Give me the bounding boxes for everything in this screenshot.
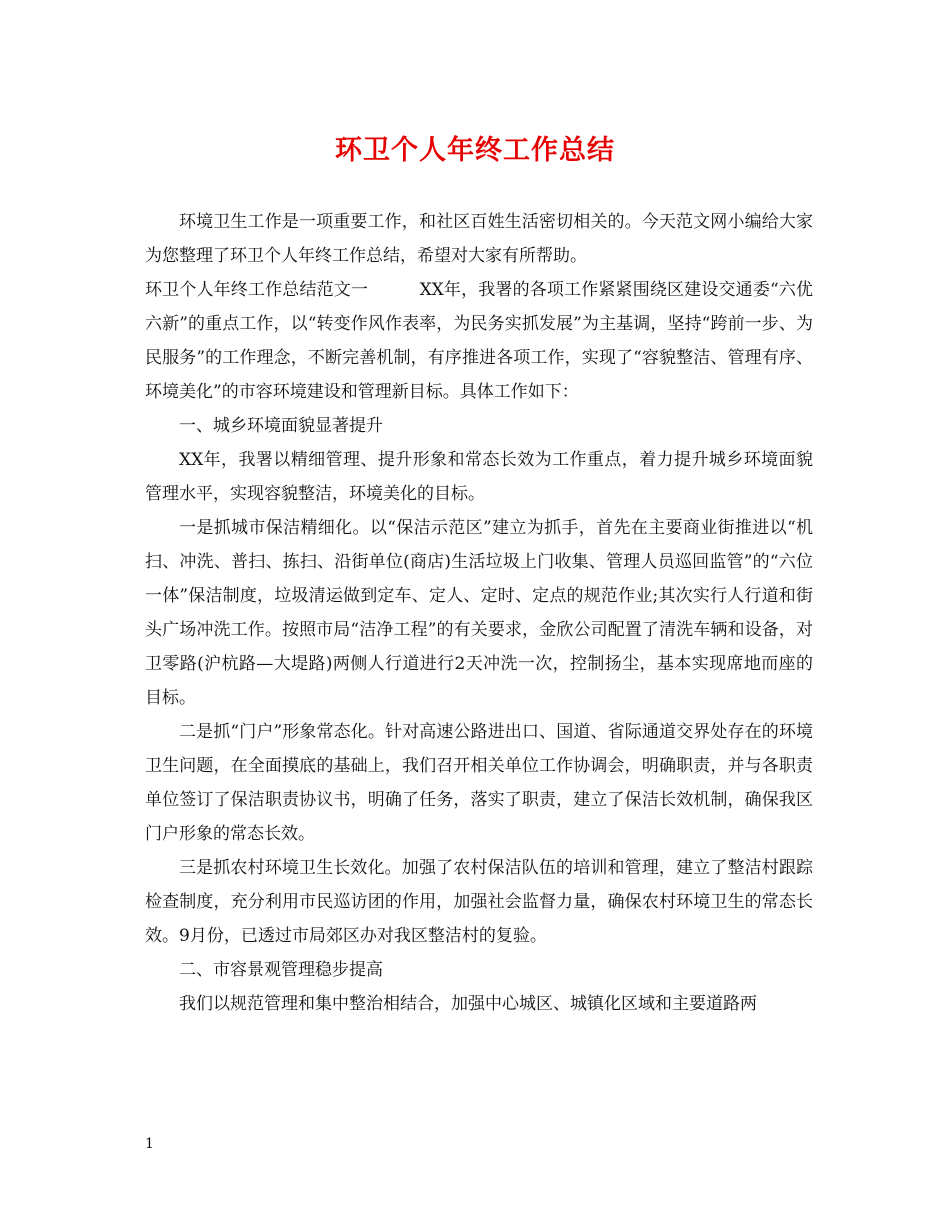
paragraph: 我们以规范管理和集中整治相结合，加强中心城区、城镇化区域和主要道路两 <box>179 994 757 1014</box>
paragraph: XX年，我署以精细管理、提升形象和常态长效为工作重点，着力提升城乡环境面貌管理水平，实现容貌整洁，环境美化的目标。 <box>145 450 813 504</box>
paragraph: 二是抓“门户”形象常态化。针对高速公路进出口、国道、省际通道交界处存在的环境卫生问题，在全面摸底的基础上，我们召开相关单位工作协调会，明确职责，并与各职责单位签订了保洁职责协议书，明确了任务，落实了职责，建立了保洁长效机制，确保我区门户形象的常态长效。 <box>145 722 813 844</box>
page-number: 1 <box>145 1136 154 1152</box>
paragraph: 环卫个人年终工作总结范文一 XX年，我署的各项工作紧紧围绕区建设交通委“六优六新”的重点工作，以“转变作风作表率，为民务实抓发展”为主基调，坚持“跨前一步、为民服务”的工作理念，不断完善机制，有序推进各项工作，实现了“容貌整洁、管理有序、环境美化”的市容环境建设和管理新目标。具体工作如下： <box>145 280 813 402</box>
paragraph: 二、市容景观管理稳步提高 <box>179 960 383 980</box>
paragraph: 一是抓城市保洁精细化。以“保洁示范区”建立为抓手，首先在主要商业街推进以“机扫、冲洗、普扫、拣扫、沿街单位(商店)生活垃圾上门收集、管理人员巡回监管”的“六位一体”保洁制度，垃圾清运做到定车、定人、定时、定点的规范作业;其次实行人行道和街头广场冲洗工作。按照市局“洁净工程”的有关要求，金欣公司配置了清洗车辆和设备，对卫零路(沪杭路—大堤路)两侧人行道进行2天冲洗一次，控制扬尘，基本实现席地而座的目标。 <box>145 518 813 708</box>
document-title: 环卫个人年终工作总结 <box>335 135 615 166</box>
paragraph: 三是抓农村环境卫生长效化。加强了农村保洁队伍的培训和管理，建立了整洁村跟踪检查制度，充分利用市民巡访团的作用，加强社会监督力量，确保农村环境卫生的常态长效。9月份，已透过市局郊区办对我区整洁村的复验。 <box>145 858 813 946</box>
paragraph: 环境卫生工作是一项重要工作，和社区百姓生活密切相关的。今天范文网小编给大家为您整理了环卫个人年终工作总结，希望对大家有所帮助。 <box>145 212 813 266</box>
document-body <box>145 205 813 1021</box>
paragraph: 一、城乡环境面貌显著提升 <box>179 416 383 436</box>
